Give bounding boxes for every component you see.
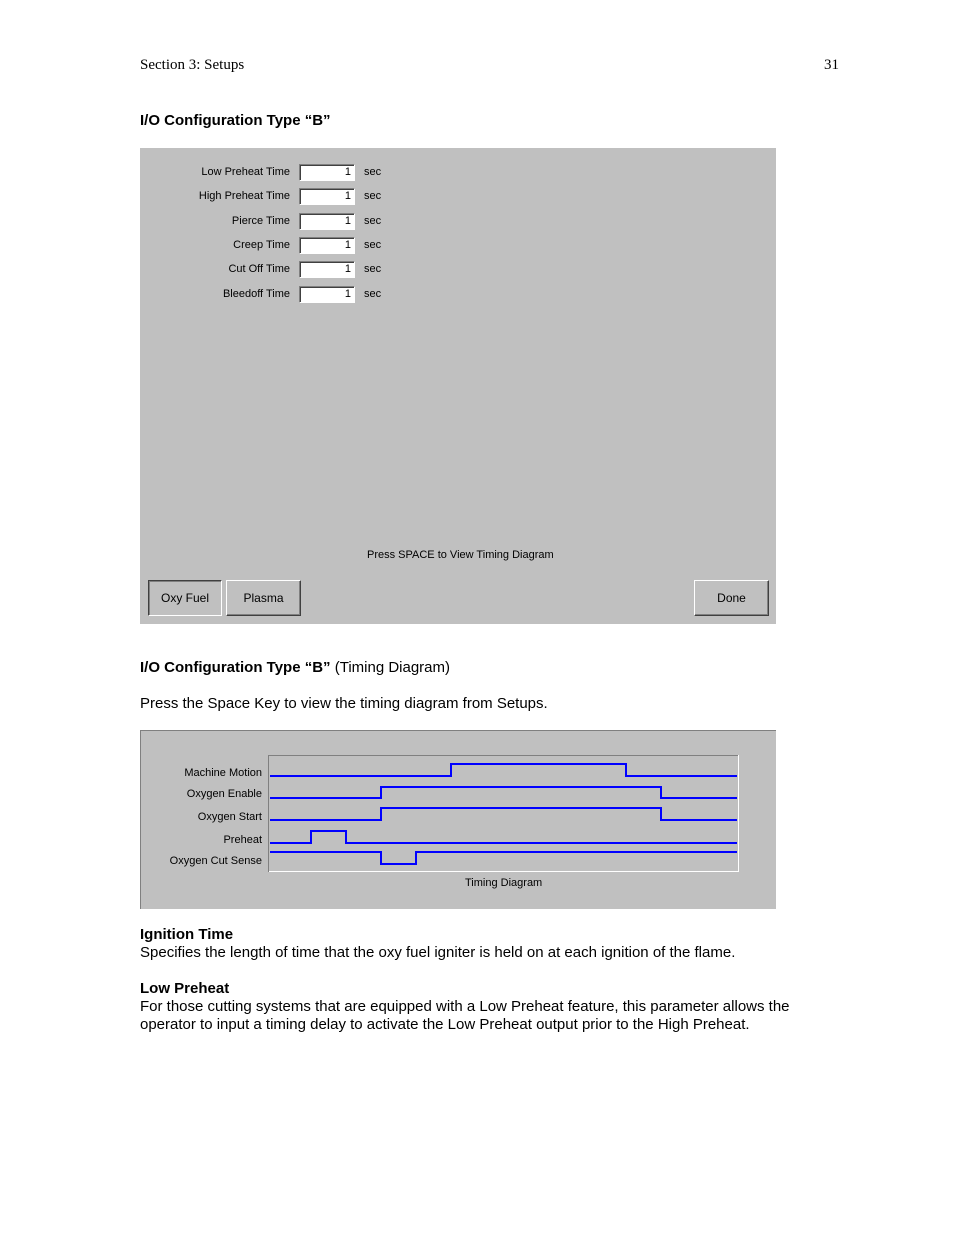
pierce-time-input[interactable]: 1: [299, 213, 355, 230]
timing-waveforms: [268, 755, 740, 873]
setup-screen: [140, 148, 776, 624]
heading-timing-bold: I/O Configuration Type “B”: [140, 659, 331, 676]
signal-label-machine-motion: Machine Motion: [184, 767, 262, 779]
pierce-time-unit: sec: [364, 215, 382, 227]
pierce-time-label: Pierce Time: [231, 215, 290, 227]
timing-diagram-hint: Press SPACE to View Timing Diagram: [367, 549, 554, 561]
high-preheat-unit: sec: [364, 190, 382, 202]
signal-label-oxygen-cut-sense: Oxygen Cut Sense: [169, 855, 262, 867]
cut-off-time-unit: sec: [364, 263, 382, 275]
waveform-frame: [269, 756, 739, 872]
oxy-fuel-button[interactable]: Oxy Fuel: [148, 580, 222, 616]
signal-label-preheat: Preheat: [223, 834, 262, 846]
bleedoff-time-unit: sec: [364, 288, 382, 300]
bleedoff-time-input[interactable]: 1: [299, 286, 355, 303]
cut-off-time-input[interactable]: 1: [299, 261, 355, 278]
creep-time-input[interactable]: 1: [299, 237, 355, 254]
ignition-time-title: Ignition Time: [140, 926, 234, 943]
creep-time-unit: sec: [364, 239, 382, 251]
low-preheat-title: Low Preheat: [140, 980, 230, 997]
section-header: Section 3: Setups: [140, 57, 245, 73]
timing-diagram-screen: [140, 730, 776, 909]
low-preheat-input[interactable]: 1: [299, 164, 355, 181]
signal-label-oxygen-start: Oxygen Start: [197, 811, 262, 823]
creep-time-label: Creep Time: [233, 239, 290, 251]
ignition-time-text: Specifies the length of time that the oxy fuel igniter is held on at each ignition of the flame.: [140, 944, 736, 961]
low-preheat-unit: sec: [364, 166, 382, 178]
signal-label-oxygen-enable: Oxygen Enable: [186, 788, 262, 800]
timing-diagram-caption: Timing Diagram: [465, 877, 543, 889]
heading-timing-normal: (Timing Diagram): [330, 659, 451, 676]
done-button[interactable]: Done: [694, 580, 769, 616]
page-number: 31: [824, 57, 839, 73]
high-preheat-label: High Preheat Time: [198, 190, 290, 202]
cut-off-time-label: Cut Off Time: [228, 263, 290, 275]
instruction-text: Press the Space Key to view the timing diagram from Setups.: [140, 695, 548, 712]
heading-io-config: I/O Configuration Type “B”: [140, 112, 331, 129]
low-preheat-label: Low Preheat Time: [201, 166, 290, 178]
bleedoff-time-label: Bleedoff Time: [222, 288, 290, 300]
high-preheat-input[interactable]: 1: [299, 188, 355, 205]
low-preheat-text-line2: operator to input a timing delay to activate the Low Preheat output prior to the High Preheat.: [140, 1016, 750, 1033]
heading-timing-diagram: [140, 659, 450, 677]
plasma-button[interactable]: Plasma: [226, 580, 301, 616]
low-preheat-text-line1: For those cutting systems that are equipped with a Low Preheat feature, this parameter allows the: [140, 998, 790, 1015]
